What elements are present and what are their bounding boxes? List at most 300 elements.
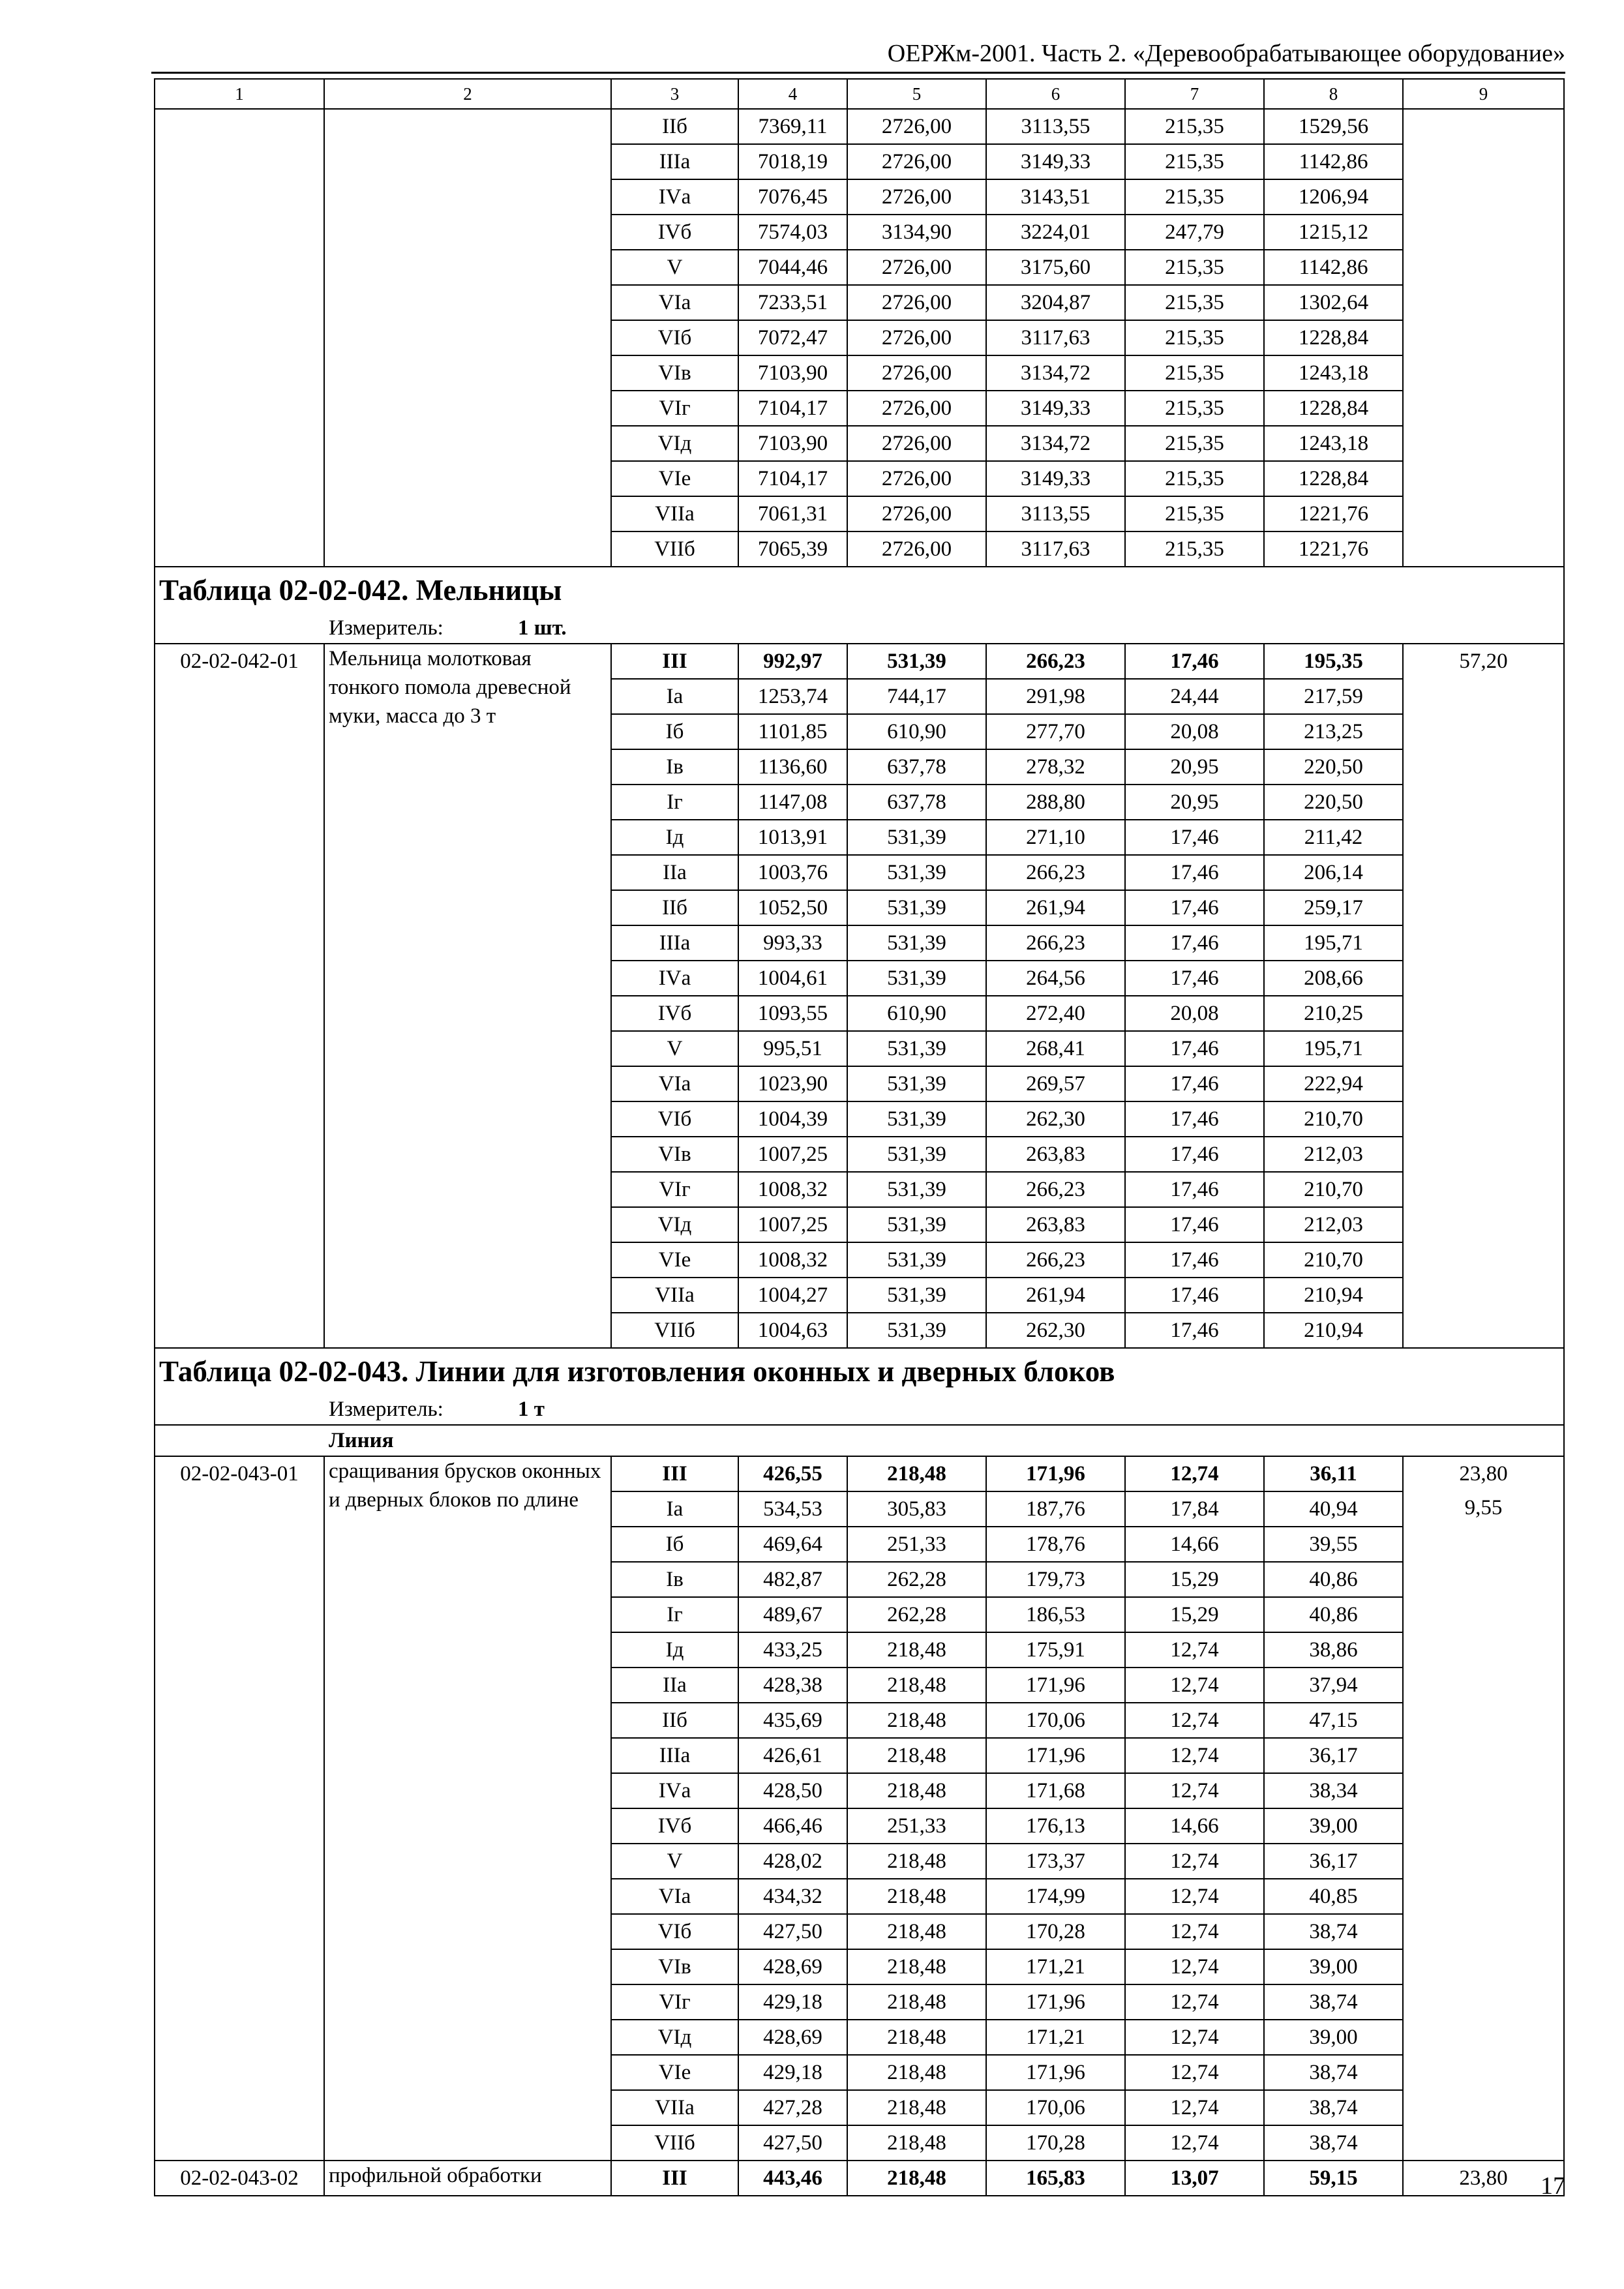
zone-cell: VIд bbox=[611, 2020, 738, 2055]
column-9-cell bbox=[1403, 644, 1564, 1348]
column-9-value: 23,80 bbox=[1459, 1462, 1508, 1486]
zone-cell: Iб bbox=[611, 714, 738, 749]
value-cell: 531,39 bbox=[847, 1101, 986, 1137]
zone-cell: Iг bbox=[611, 1597, 738, 1632]
entry-code: 02-02-043-02 bbox=[155, 2161, 324, 2196]
value-cell: 1004,63 bbox=[738, 1313, 847, 1348]
value-cell: 531,39 bbox=[847, 1313, 986, 1348]
value-cell: 38,86 bbox=[1264, 1632, 1403, 1668]
table-title: Таблица 02-02-042. Мельницы bbox=[155, 567, 1564, 613]
zone-cell: Iв bbox=[611, 1562, 738, 1597]
value-cell: 993,33 bbox=[738, 925, 847, 961]
value-cell: 218,48 bbox=[847, 1738, 986, 1773]
value-cell: 171,21 bbox=[986, 1949, 1125, 1984]
value-cell: 1093,55 bbox=[738, 996, 847, 1031]
zone-cell: VIа bbox=[611, 285, 738, 320]
value-cell: 173,37 bbox=[986, 1844, 1125, 1879]
value-cell: 218,48 bbox=[847, 2020, 986, 2055]
value-cell: 489,67 bbox=[738, 1597, 847, 1632]
zone-cell: IIа bbox=[611, 1668, 738, 1703]
value-cell: 1228,84 bbox=[1264, 320, 1403, 355]
zone-cell: VIв bbox=[611, 1949, 738, 1984]
zone-cell: VIIб bbox=[611, 2125, 738, 2161]
value-cell: 531,39 bbox=[847, 644, 986, 679]
value-cell: 1206,94 bbox=[1264, 179, 1403, 215]
value-cell: 531,39 bbox=[847, 1137, 986, 1172]
value-cell: 40,86 bbox=[1264, 1597, 1403, 1632]
column-9-value: 57,20 bbox=[1459, 650, 1508, 673]
value-cell: 428,69 bbox=[738, 1949, 847, 1984]
value-cell: 429,18 bbox=[738, 2055, 847, 2090]
value-cell: 7103,90 bbox=[738, 355, 847, 391]
value-cell: 1101,85 bbox=[738, 714, 847, 749]
value-cell: 218,48 bbox=[847, 1668, 986, 1703]
value-cell: 1221,76 bbox=[1264, 531, 1403, 567]
value-cell: 39,00 bbox=[1264, 1949, 1403, 1984]
value-cell: 1302,64 bbox=[1264, 285, 1403, 320]
value-cell: 12,74 bbox=[1125, 1668, 1264, 1703]
column-number: 2 bbox=[324, 79, 611, 109]
value-cell: 992,97 bbox=[738, 644, 847, 679]
entry-description: сращивания брусков оконных и дверных блоков по длине bbox=[324, 1456, 611, 2161]
value-cell: 2726,00 bbox=[847, 109, 986, 144]
value-cell: 1221,76 bbox=[1264, 496, 1403, 531]
value-cell: 251,33 bbox=[847, 1808, 986, 1844]
value-cell: 218,48 bbox=[847, 1703, 986, 1738]
value-cell: 215,35 bbox=[1125, 496, 1264, 531]
value-cell: 469,64 bbox=[738, 1527, 847, 1562]
value-cell: 222,94 bbox=[1264, 1066, 1403, 1101]
value-cell: 12,74 bbox=[1125, 2055, 1264, 2090]
value-cell: 2726,00 bbox=[847, 391, 986, 426]
value-cell: 3175,60 bbox=[986, 250, 1125, 285]
value-cell: 210,70 bbox=[1264, 1172, 1403, 1207]
value-cell: 12,74 bbox=[1125, 2125, 1264, 2161]
value-cell: 3134,72 bbox=[986, 426, 1125, 461]
table-row bbox=[155, 644, 1564, 679]
value-cell: 1052,50 bbox=[738, 890, 847, 925]
value-cell: 1215,12 bbox=[1264, 215, 1403, 250]
value-cell: 39,00 bbox=[1264, 2020, 1403, 2055]
zone-cell: VIд bbox=[611, 1207, 738, 1242]
value-cell: 7104,17 bbox=[738, 461, 847, 496]
value-cell: 531,39 bbox=[847, 925, 986, 961]
value-cell: 170,06 bbox=[986, 1703, 1125, 1738]
value-cell: 531,39 bbox=[847, 961, 986, 996]
value-cell: 12,74 bbox=[1125, 1738, 1264, 1773]
value-cell: 17,46 bbox=[1125, 1242, 1264, 1278]
entry-description: профильной обработки bbox=[324, 2161, 611, 2196]
value-cell: 17,46 bbox=[1125, 925, 1264, 961]
value-cell: 531,39 bbox=[847, 820, 986, 855]
value-cell: 435,69 bbox=[738, 1703, 847, 1738]
zone-cell: V bbox=[611, 250, 738, 285]
value-cell: 195,71 bbox=[1264, 1031, 1403, 1066]
value-cell: 531,39 bbox=[847, 1031, 986, 1066]
value-cell: 210,70 bbox=[1264, 1242, 1403, 1278]
table-row bbox=[155, 109, 1564, 144]
value-cell: 17,46 bbox=[1125, 961, 1264, 996]
value-cell: 637,78 bbox=[847, 785, 986, 820]
value-cell: 208,66 bbox=[1264, 961, 1403, 996]
zone-cell: Iг bbox=[611, 785, 738, 820]
value-cell: 427,50 bbox=[738, 2125, 847, 2161]
value-cell: 15,29 bbox=[1125, 1562, 1264, 1597]
value-cell: 261,94 bbox=[986, 1278, 1125, 1313]
value-cell: 1136,60 bbox=[738, 749, 847, 785]
zone-cell: VIв bbox=[611, 355, 738, 391]
value-cell: 3113,55 bbox=[986, 109, 1125, 144]
value-cell: 17,46 bbox=[1125, 855, 1264, 890]
value-cell: 264,56 bbox=[986, 961, 1125, 996]
value-cell: 291,98 bbox=[986, 679, 1125, 714]
value-cell: 277,70 bbox=[986, 714, 1125, 749]
value-cell: 215,35 bbox=[1125, 144, 1264, 179]
value-cell: 2726,00 bbox=[847, 320, 986, 355]
value-cell: 3117,63 bbox=[986, 320, 1125, 355]
value-cell: 59,15 bbox=[1264, 2161, 1403, 2196]
value-cell: 215,35 bbox=[1125, 250, 1264, 285]
value-cell: 218,48 bbox=[847, 1844, 986, 1879]
value-cell: 218,48 bbox=[847, 2161, 986, 2196]
value-cell: 3143,51 bbox=[986, 179, 1125, 215]
value-cell: 170,28 bbox=[986, 2125, 1125, 2161]
estimate-table-container bbox=[154, 78, 1563, 2196]
value-cell: 1142,86 bbox=[1264, 144, 1403, 179]
value-cell: 266,23 bbox=[986, 644, 1125, 679]
value-cell: 1008,32 bbox=[738, 1172, 847, 1207]
value-cell: 271,10 bbox=[986, 820, 1125, 855]
value-cell: 1253,74 bbox=[738, 679, 847, 714]
zone-cell: Iд bbox=[611, 820, 738, 855]
zone-cell: V bbox=[611, 1844, 738, 1879]
value-cell: 24,44 bbox=[1125, 679, 1264, 714]
value-cell: 1228,84 bbox=[1264, 461, 1403, 496]
zone-cell: VIг bbox=[611, 1172, 738, 1207]
value-cell: 212,03 bbox=[1264, 1207, 1403, 1242]
value-cell: 482,87 bbox=[738, 1562, 847, 1597]
zone-cell: VIIа bbox=[611, 496, 738, 531]
value-cell: 171,68 bbox=[986, 1773, 1125, 1808]
value-cell: 263,83 bbox=[986, 1137, 1125, 1172]
value-cell: 12,74 bbox=[1125, 1984, 1264, 2020]
value-cell: 17,46 bbox=[1125, 1313, 1264, 1348]
value-cell: 20,08 bbox=[1125, 714, 1264, 749]
entry-code: 02-02-043-01 bbox=[155, 1456, 324, 2161]
value-cell: 12,74 bbox=[1125, 1914, 1264, 1949]
value-cell: 218,48 bbox=[847, 1879, 986, 1914]
value-cell: 186,53 bbox=[986, 1597, 1125, 1632]
value-cell: 218,48 bbox=[847, 1949, 986, 1984]
value-cell: 171,96 bbox=[986, 1738, 1125, 1773]
entry-description: Мельница молотковая тонкого помола древесной муки, масса до 3 т bbox=[324, 644, 611, 1348]
value-cell: 12,74 bbox=[1125, 2090, 1264, 2125]
value-cell: 20,95 bbox=[1125, 785, 1264, 820]
value-cell: 178,76 bbox=[986, 1527, 1125, 1562]
measure-cell bbox=[155, 613, 1564, 644]
value-cell: 15,29 bbox=[1125, 1597, 1264, 1632]
zone-cell: VIIб bbox=[611, 531, 738, 567]
value-cell: 2726,00 bbox=[847, 144, 986, 179]
value-cell: 215,35 bbox=[1125, 426, 1264, 461]
value-cell: 531,39 bbox=[847, 1172, 986, 1207]
value-cell: 218,48 bbox=[847, 2055, 986, 2090]
value-cell: 215,35 bbox=[1125, 355, 1264, 391]
zone-cell: VIа bbox=[611, 1066, 738, 1101]
zone-cell: V bbox=[611, 1031, 738, 1066]
value-cell: 247,79 bbox=[1125, 215, 1264, 250]
measure-unit: 1 т bbox=[518, 1398, 545, 1421]
header-rule bbox=[151, 72, 1565, 74]
value-cell: 40,86 bbox=[1264, 1562, 1403, 1597]
value-cell: 428,50 bbox=[738, 1773, 847, 1808]
value-cell: 14,66 bbox=[1125, 1527, 1264, 1562]
value-cell: 637,78 bbox=[847, 749, 986, 785]
value-cell: 17,46 bbox=[1125, 1066, 1264, 1101]
zone-cell: IIа bbox=[611, 855, 738, 890]
value-cell: 218,48 bbox=[847, 2125, 986, 2161]
zone-cell: VIа bbox=[611, 1879, 738, 1914]
value-cell: 262,30 bbox=[986, 1313, 1125, 1348]
value-cell: 531,39 bbox=[847, 1207, 986, 1242]
value-cell: 215,35 bbox=[1125, 179, 1264, 215]
value-cell: 2726,00 bbox=[847, 355, 986, 391]
value-cell: 20,95 bbox=[1125, 749, 1264, 785]
value-cell: 1529,56 bbox=[1264, 109, 1403, 144]
value-cell: 7233,51 bbox=[738, 285, 847, 320]
value-cell: 7076,45 bbox=[738, 179, 847, 215]
value-cell: 262,28 bbox=[847, 1597, 986, 1632]
value-cell: 210,94 bbox=[1264, 1278, 1403, 1313]
measure-row bbox=[155, 1394, 1564, 1425]
value-cell: 175,91 bbox=[986, 1632, 1125, 1668]
zone-cell: VIIа bbox=[611, 2090, 738, 2125]
zone-cell: VIб bbox=[611, 1101, 738, 1137]
value-cell: 2726,00 bbox=[847, 250, 986, 285]
value-cell: 215,35 bbox=[1125, 531, 1264, 567]
zone-cell: IIIа bbox=[611, 925, 738, 961]
value-cell: 218,48 bbox=[847, 2090, 986, 2125]
value-cell: 220,50 bbox=[1264, 749, 1403, 785]
value-cell: 531,39 bbox=[847, 855, 986, 890]
value-cell: 1004,27 bbox=[738, 1278, 847, 1313]
value-cell: 3149,33 bbox=[986, 461, 1125, 496]
value-cell: 995,51 bbox=[738, 1031, 847, 1066]
value-cell: 17,46 bbox=[1125, 1101, 1264, 1137]
estimate-table bbox=[154, 78, 1565, 2196]
value-cell: 305,83 bbox=[847, 1491, 986, 1527]
value-cell: 7065,39 bbox=[738, 531, 847, 567]
empty-code-cell bbox=[155, 109, 324, 567]
column-9-value: 9,55 bbox=[1464, 1496, 1503, 1519]
value-cell: 215,35 bbox=[1125, 285, 1264, 320]
value-cell: 266,23 bbox=[986, 1242, 1125, 1278]
value-cell: 206,14 bbox=[1264, 855, 1403, 890]
value-cell: 213,25 bbox=[1264, 714, 1403, 749]
value-cell: 1243,18 bbox=[1264, 355, 1403, 391]
value-cell: 1147,08 bbox=[738, 785, 847, 820]
value-cell: 1228,84 bbox=[1264, 391, 1403, 426]
value-cell: 3134,90 bbox=[847, 215, 986, 250]
value-cell: 17,46 bbox=[1125, 1278, 1264, 1313]
value-cell: 218,48 bbox=[847, 1632, 986, 1668]
zone-cell: VIIб bbox=[611, 1313, 738, 1348]
value-cell: 269,57 bbox=[986, 1066, 1125, 1101]
value-cell: 428,02 bbox=[738, 1844, 847, 1879]
zone-cell: IVб bbox=[611, 1808, 738, 1844]
value-cell: 2726,00 bbox=[847, 426, 986, 461]
column-number: 6 bbox=[986, 79, 1125, 109]
value-cell: 47,15 bbox=[1264, 1703, 1403, 1738]
value-cell: 266,23 bbox=[986, 925, 1125, 961]
value-cell: 211,42 bbox=[1264, 820, 1403, 855]
value-cell: 12,74 bbox=[1125, 1632, 1264, 1668]
value-cell: 38,34 bbox=[1264, 1773, 1403, 1808]
value-cell: 1004,61 bbox=[738, 961, 847, 996]
value-cell: 3204,87 bbox=[986, 285, 1125, 320]
column-9-cell bbox=[1403, 1456, 1564, 2161]
measure-unit: 1 шт. bbox=[518, 616, 567, 640]
zone-cell: IVа bbox=[611, 1773, 738, 1808]
value-cell: 251,33 bbox=[847, 1527, 986, 1562]
zone-cell: IIIа bbox=[611, 1738, 738, 1773]
value-cell: 17,84 bbox=[1125, 1491, 1264, 1527]
value-cell: 2726,00 bbox=[847, 461, 986, 496]
running-header: ОЕРЖм-2001. Часть 2. «Деревообрабатывающее оборудование» bbox=[887, 40, 1565, 67]
zone-cell: Iв bbox=[611, 749, 738, 785]
value-cell: 534,53 bbox=[738, 1491, 847, 1527]
value-cell: 1023,90 bbox=[738, 1066, 847, 1101]
column-number: 5 bbox=[847, 79, 986, 109]
value-cell: 3149,33 bbox=[986, 391, 1125, 426]
value-cell: 215,35 bbox=[1125, 391, 1264, 426]
table-body bbox=[155, 79, 1564, 2196]
value-cell: 3113,55 bbox=[986, 496, 1125, 531]
value-cell: 171,21 bbox=[986, 2020, 1125, 2055]
column-number: 8 bbox=[1264, 79, 1403, 109]
value-cell: 215,35 bbox=[1125, 320, 1264, 355]
value-cell: 36,17 bbox=[1264, 1844, 1403, 1879]
column-number: 1 bbox=[155, 79, 324, 109]
zone-cell: III bbox=[611, 2161, 738, 2196]
value-cell: 179,73 bbox=[986, 1562, 1125, 1597]
value-cell: 195,71 bbox=[1264, 925, 1403, 961]
value-cell: 531,39 bbox=[847, 1242, 986, 1278]
zone-cell: III bbox=[611, 1456, 738, 1491]
zone-cell: VIIа bbox=[611, 1278, 738, 1313]
value-cell: 1003,76 bbox=[738, 855, 847, 890]
value-cell: 12,74 bbox=[1125, 1703, 1264, 1738]
value-cell: 259,17 bbox=[1264, 890, 1403, 925]
column-number: 9 bbox=[1403, 79, 1564, 109]
value-cell: 165,83 bbox=[986, 2161, 1125, 2196]
value-cell: 12,74 bbox=[1125, 1773, 1264, 1808]
zone-cell: VIг bbox=[611, 391, 738, 426]
value-cell: 20,08 bbox=[1125, 996, 1264, 1031]
value-cell: 215,35 bbox=[1125, 109, 1264, 144]
value-cell: 1007,25 bbox=[738, 1137, 847, 1172]
value-cell: 531,39 bbox=[847, 1278, 986, 1313]
value-cell: 17,46 bbox=[1125, 890, 1264, 925]
value-cell: 218,48 bbox=[847, 1914, 986, 1949]
value-cell: 171,96 bbox=[986, 1456, 1125, 1491]
value-cell: 12,74 bbox=[1125, 1879, 1264, 1914]
value-cell: 195,35 bbox=[1264, 644, 1403, 679]
zone-cell: VIб bbox=[611, 320, 738, 355]
table-row bbox=[155, 1456, 1564, 1491]
value-cell: 7574,03 bbox=[738, 215, 847, 250]
value-cell: 744,17 bbox=[847, 679, 986, 714]
zone-cell: IIб bbox=[611, 109, 738, 144]
zone-cell: VIе bbox=[611, 461, 738, 496]
entry-code: 02-02-042-01 bbox=[155, 644, 324, 1348]
value-cell: 7103,90 bbox=[738, 426, 847, 461]
value-cell: 17,46 bbox=[1125, 1207, 1264, 1242]
value-cell: 187,76 bbox=[986, 1491, 1125, 1527]
value-cell: 1004,39 bbox=[738, 1101, 847, 1137]
value-cell: 218,48 bbox=[847, 1984, 986, 2020]
value-cell: 40,85 bbox=[1264, 1879, 1403, 1914]
value-cell: 531,39 bbox=[847, 890, 986, 925]
value-cell: 1142,86 bbox=[1264, 250, 1403, 285]
measure-label: Измеритель: bbox=[329, 616, 444, 640]
value-cell: 170,06 bbox=[986, 2090, 1125, 2125]
value-cell: 1013,91 bbox=[738, 820, 847, 855]
value-cell: 261,94 bbox=[986, 890, 1125, 925]
value-cell: 262,30 bbox=[986, 1101, 1125, 1137]
value-cell: 278,32 bbox=[986, 749, 1125, 785]
zone-cell: IVа bbox=[611, 961, 738, 996]
value-cell: 426,55 bbox=[738, 1456, 847, 1491]
value-cell: 3134,72 bbox=[986, 355, 1125, 391]
zone-cell: Iа bbox=[611, 679, 738, 714]
zone-cell: IVа bbox=[611, 179, 738, 215]
value-cell: 38,74 bbox=[1264, 1914, 1403, 1949]
value-cell: 2726,00 bbox=[847, 531, 986, 567]
zone-cell: IIб bbox=[611, 890, 738, 925]
value-cell: 36,11 bbox=[1264, 1456, 1403, 1491]
value-cell: 3224,01 bbox=[986, 215, 1125, 250]
column-number-row bbox=[155, 79, 1564, 109]
value-cell: 210,25 bbox=[1264, 996, 1403, 1031]
measure-row bbox=[155, 613, 1564, 644]
value-cell: 426,61 bbox=[738, 1738, 847, 1773]
zone-cell: Iа bbox=[611, 1491, 738, 1527]
value-cell: 2726,00 bbox=[847, 496, 986, 531]
column-9-value: 23,80 bbox=[1459, 2166, 1508, 2190]
value-cell: 7369,11 bbox=[738, 109, 847, 144]
value-cell: 12,74 bbox=[1125, 2020, 1264, 2055]
value-cell: 218,48 bbox=[847, 1773, 986, 1808]
value-cell: 12,74 bbox=[1125, 1844, 1264, 1879]
zone-cell: VIд bbox=[611, 426, 738, 461]
value-cell: 12,74 bbox=[1125, 1949, 1264, 1984]
table-title-row bbox=[155, 567, 1564, 613]
value-cell: 1007,25 bbox=[738, 1207, 847, 1242]
empty-column-9-cell bbox=[1403, 109, 1564, 567]
value-cell: 171,96 bbox=[986, 2055, 1125, 2090]
value-cell: 262,28 bbox=[847, 1562, 986, 1597]
value-cell: 40,94 bbox=[1264, 1491, 1403, 1527]
value-cell: 2726,00 bbox=[847, 285, 986, 320]
value-cell: 427,28 bbox=[738, 2090, 847, 2125]
table-title: Таблица 02-02-043. Линии для изготовления оконных и дверных блоков bbox=[155, 1348, 1564, 1394]
value-cell: 17,46 bbox=[1125, 1172, 1264, 1207]
value-cell: 428,69 bbox=[738, 2020, 847, 2055]
value-cell: 176,13 bbox=[986, 1808, 1125, 1844]
value-cell: 266,23 bbox=[986, 1172, 1125, 1207]
value-cell: 38,74 bbox=[1264, 2055, 1403, 2090]
